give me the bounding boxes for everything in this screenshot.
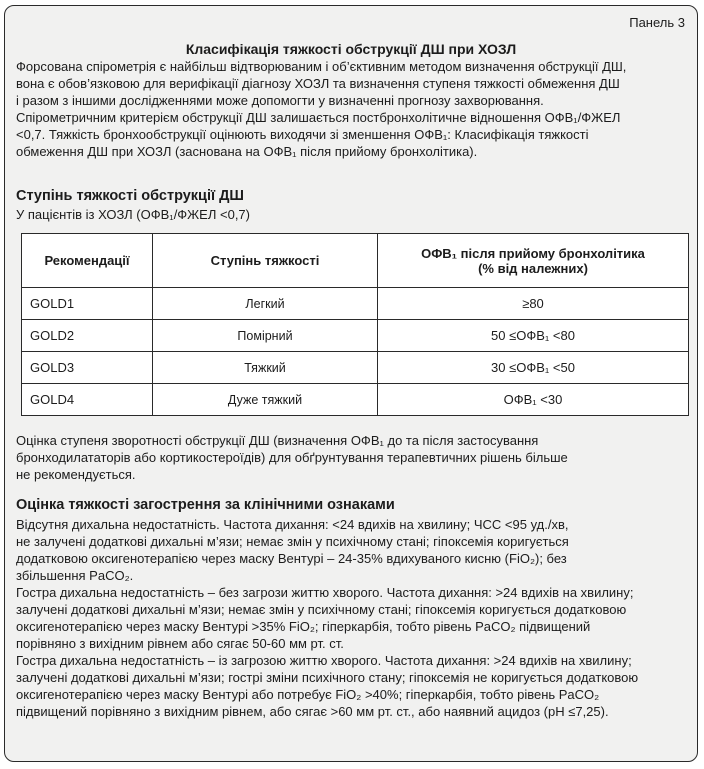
header-recommendations: Рекомендації: [22, 234, 153, 288]
severity-subheading: У пацієнтів із ХОЗЛ (ОФВ₁/ФЖЕЛ <0,7): [16, 207, 250, 222]
cell-gold: GOLD4: [22, 384, 153, 416]
exacerbation-line: оксигенотерапією через маску Вентурі >35% FiO₂; гіперкарбія, тобто рівень PaCO₂ підвищений: [16, 619, 591, 634]
cell-severity: Легкий: [153, 288, 378, 320]
intro-line: <0,7. Тяжкість бронхообструкції оцінюють виходячи зі зменшення ОФВ₁: Класифікація тяжкості: [16, 127, 589, 142]
cell-gold: GOLD2: [22, 320, 153, 352]
exacerbation-heading: Оцінка тяжкості загострення за клінічними ознаками: [16, 497, 395, 513]
intro-line: Форсована спірометрія є найбільш відтворюваним і об’єктивним методом визначення обструкції ДШ,: [16, 59, 627, 74]
exacerbation-line: не залучені додаткові дихальні м’язи; немає змін у психічному стані; гіпоксемія коригується: [16, 534, 569, 549]
header-severity: Ступінь тяжкості: [153, 234, 378, 288]
exacerbation-line: підвищений порівняно з вихідним рівнем, або сягає >60 мм рт. ст., або наявний ацидоз (pH ≤7,25).: [16, 704, 609, 719]
reversibility-line: бронходилататорів або кортикостероїдів) для обґрунтування терапевтичних рішень більше: [16, 450, 568, 465]
intro-line: обмеження ДШ при ХОЗЛ (заснована на ОФВ₁ після прийому бронхолітика).: [16, 144, 478, 159]
severity-table: [21, 233, 689, 416]
exacerbation-line: збільшення PaCO₂.: [16, 568, 134, 583]
cell-fev1: 30 ≤ОФВ₁ <50: [378, 352, 689, 384]
table-header-row: [22, 234, 689, 288]
panel-title: Класифікація тяжкості обструкції ДШ при ХОЗЛ: [185, 41, 517, 57]
table-row: [22, 320, 689, 352]
severity-heading: Ступінь тяжкості обструкції ДШ: [16, 188, 245, 204]
intro-paragraph: [16, 58, 681, 160]
reversibility-line: не рекомендується.: [16, 467, 136, 482]
cell-fev1: ≥80: [378, 288, 689, 320]
header-fev1-line: ОФВ₁ після прийому бронхолітика: [421, 245, 645, 261]
reversibility-line: Оцінка ступеня зворотності обструкції ДШ (визначення ОФВ₁ до та після застосування: [16, 433, 539, 448]
intro-line: вона є обов’язковою для верифікації діагнозу ХОЗЛ та визначення ступеня тяжкості обмеження ДШ: [16, 76, 620, 91]
classification-panel: [4, 5, 698, 762]
panel-label: Панель 3: [629, 15, 685, 30]
cell-severity: Дуже тяжкий: [153, 384, 378, 416]
exacerbation-line: залучені додаткові дихальні м’язи; гострі зміни психічного стану; гіпоксемія не коригується додатковою: [16, 670, 639, 685]
cell-severity: Помірний: [153, 320, 378, 352]
cell-gold: GOLD3: [22, 352, 153, 384]
exacerbation-line: залучені додаткові дихальні м’язи; немає змін у психічному стані; гіпоксемія коригується додатковою: [16, 602, 627, 617]
exacerbation-line: Гостра дихальна недостатність – без загрози життю хворого. Частота дихання: >24 вдихів на хвилину;: [16, 585, 634, 600]
header-fev1-unit: (% від належних): [478, 260, 588, 276]
exacerbation-line: Відсутня дихальна недостатність. Частота дихання: <24 вдихів на хвилину; ЧСС <95 уд./хв,: [16, 517, 569, 532]
exacerbation-line: порівняно з вихідним рівнем або сягає 50-60 мм рт. ст.: [16, 636, 344, 651]
cell-fev1: ОФВ₁ <30: [378, 384, 689, 416]
intro-line: Спірометричним критерієм обструкції ДШ залишається постбронхолітичне відношення ОФВ₁/ФЖЕЛ: [16, 110, 621, 125]
exacerbation-line: оксигенотерапією через маску Вентурі або потребує FiO₂ >40%; гіперкарбія, тобто рівень PaCO₂: [16, 687, 600, 702]
cell-gold: GOLD1: [22, 288, 153, 320]
intro-line: і разом з іншими дослідженнями може допомогти у визначенні прогнозу захворювання.: [16, 93, 544, 108]
table-row: [22, 384, 689, 416]
table-row: [22, 352, 689, 384]
table-row: [22, 288, 689, 320]
header-fev1: [378, 234, 689, 288]
reversibility-paragraph: [16, 432, 681, 483]
exacerbation-line: Гостра дихальна недостатність – із загрозою життю хворого. Частота дихання: >24 вдихів на хвилину;: [16, 653, 632, 668]
cell-fev1: 50 ≤ОФВ₁ <80: [378, 320, 689, 352]
exacerbation-paragraph: [16, 516, 681, 720]
exacerbation-line: додатковою оксигенотерапією через маску Вентурі – 24-35% вдихуваного кисню (FiO₂); без: [16, 551, 567, 566]
cell-severity: Тяжкий: [153, 352, 378, 384]
